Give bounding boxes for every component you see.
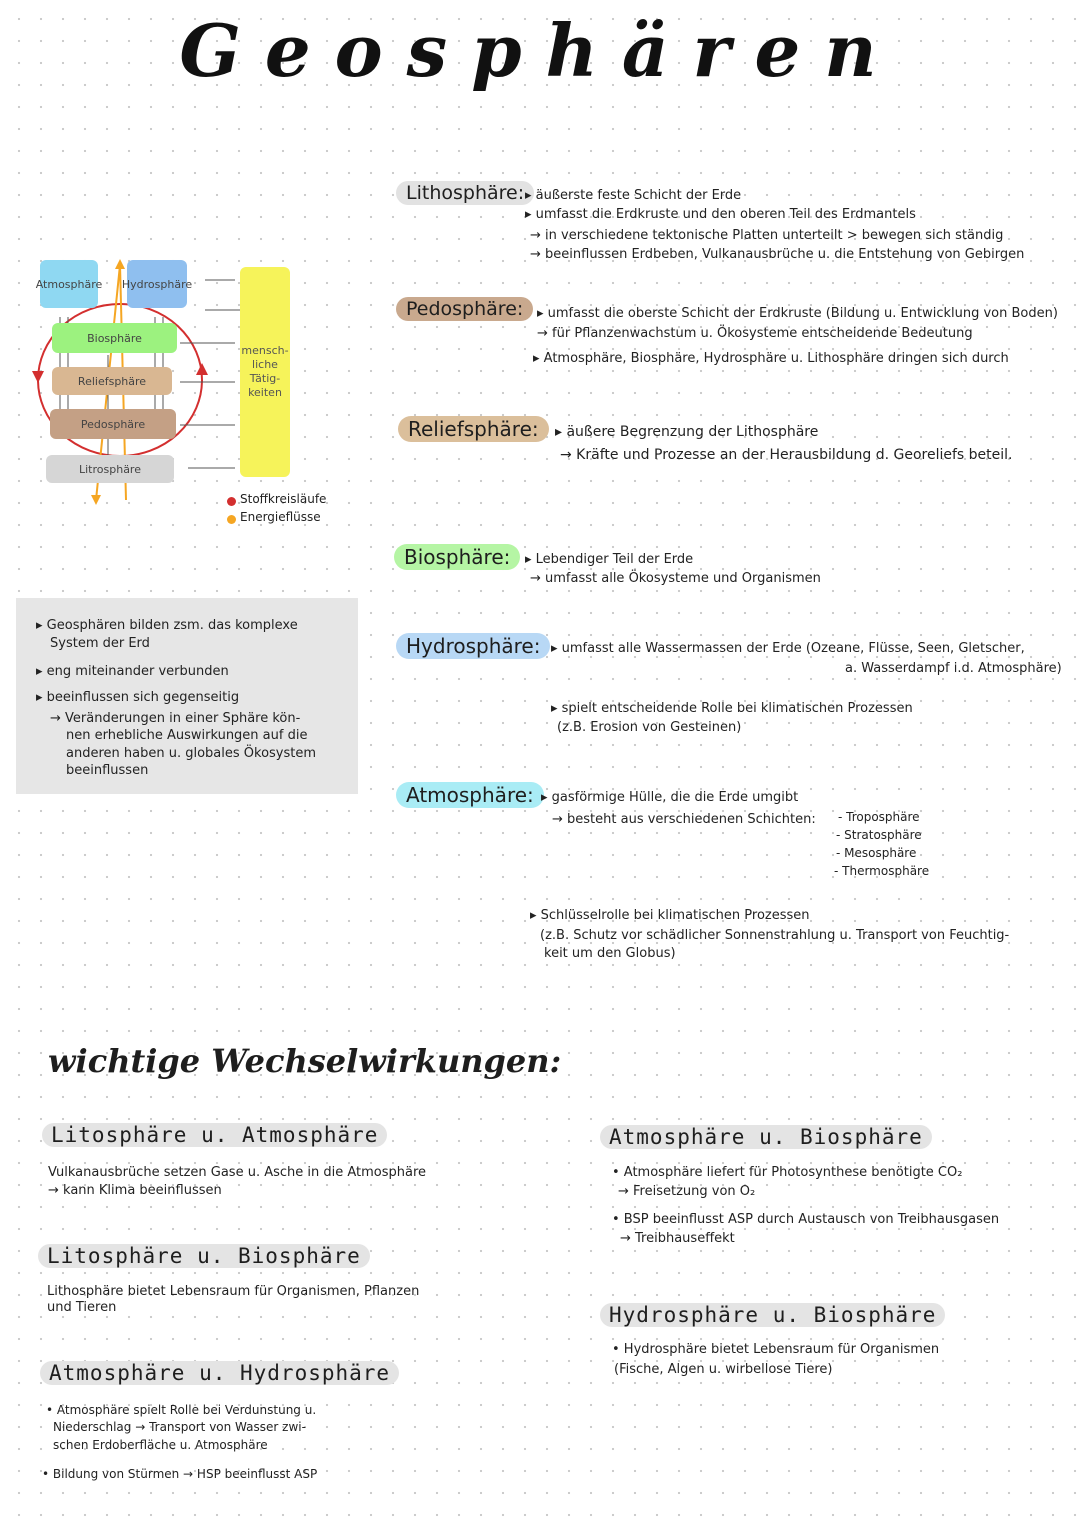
interaction-head-atmo-hydro: Atmosphäre u. Hydrosphäre [40, 1361, 399, 1385]
atmo-layer-3: - Mesosphäre [836, 846, 917, 860]
human-line-1: mensch- [241, 344, 289, 357]
summary-sub-2: nen erhebliche Auswirkungen auf die [66, 728, 308, 743]
hydro-line-3: ▸ spielt entscheidende Rolle bei klimatischen Prozessen [551, 701, 913, 716]
relief-line-1: ▸ äußere Begrenzung der Lithosphäre [555, 424, 819, 440]
sphere-label-reliefsphere: Reliefsphäre: [398, 416, 549, 442]
summary-2-line-1: eng miteinander verbunden [46, 664, 229, 679]
summary-1-line-1: Geosphären bilden zsm. das komplexe [46, 618, 298, 633]
sphere-label-pedosphere: Pedosphäre: [396, 297, 533, 321]
atmo-line-7: ▸ Schlüsselrolle bei klimatischen Prozessen [530, 908, 810, 923]
atmo-line-9: keit um den Globus) [544, 946, 676, 961]
page-title: Geosphären [179, 8, 901, 93]
atmo-line-2: → besteht aus verschiedenen Schichten: [552, 812, 816, 827]
summary-sub-4: beeinflussen [66, 763, 149, 778]
litho-line-1: ▸ äußerste feste Schicht der Erde [525, 188, 742, 203]
summary-sub-3: anderen haben u. globales Ökosystem [66, 746, 317, 761]
pedo-line-1: ▸ umfasst die oberste Schicht der Erdkruste (Bildung u. Entwicklung von Boden) [537, 306, 1058, 321]
interaction-head-hydro-bio: Hydrosphäre u. Biosphäre [600, 1303, 945, 1327]
atmo-line-1: ▸ gasförmige Hülle, die die Erde umgibt [541, 790, 799, 805]
legend-dot-stoffkreislaeufe [227, 497, 236, 506]
sphere-label-biosphere: Biosphäre: [394, 544, 520, 570]
interaction-head-litho-bio: Litosphäre u. Biosphäre [38, 1244, 370, 1268]
litho-line-4: → beeinflussen Erdbeben, Vulkanausbrüche u. die Entstehung von Gebirgen [530, 247, 1025, 262]
interaction-atmo-hydro-line-4: • Bildung von Stürmen → HSP beeinflusst ASP [42, 1467, 318, 1481]
interaction-atmo-hydro-line-2: Niederschlag → Transport von Wasser zwi- [53, 1420, 306, 1434]
summary-1-line-2: System der Erd [50, 636, 150, 651]
interaction-litho-bio-line-2: und Tieren [47, 1300, 117, 1315]
pedo-line-2: → für Pflanzenwachstum u. Ökosysteme entscheidende Bedeutung [537, 326, 973, 341]
atmo-layer-4: - Thermosphäre [834, 864, 930, 878]
interaction-atmo-hydro-line-3: schen Erdoberfläche u. Atmosphäre [53, 1438, 268, 1452]
human-line-2: liche [252, 358, 278, 371]
sphere-label-hydrosphere: Hydrosphäre: [396, 633, 550, 659]
diagram-reliefsphere: Reliefsphäre [52, 367, 172, 395]
summary-box [16, 598, 358, 794]
diagram-hydrosphere: Hydrosphäre [127, 260, 187, 308]
atmo-layer-2: - Stratosphäre [836, 828, 922, 842]
pedo-line-3: ▸ Atmosphäre, Biosphäre, Hydrosphäre u. Lithosphäre dringen sich durch [533, 351, 1009, 366]
hydro-line-2: a. Wasserdampf i.d. Atmosphäre) [845, 661, 1062, 676]
interaction-litho-atmo-line-1: Vulkanausbrüche setzen Gase u. Asche in die Atmosphäre [48, 1165, 427, 1180]
legend-stoffkreislaeufe: Stoffkreisläufe [240, 492, 327, 506]
summary-bullet-1: ▸ Geosphären bilden zsm. das komplexe [36, 618, 298, 633]
summary-sub-1: → Veränderungen in einer Sphäre kön- [50, 711, 301, 726]
human-line-3: Tätig- [249, 372, 281, 385]
interaction-litho-bio-line-1: Lithosphäre bietet Lebensraum für Organismen, Pflanzen [47, 1284, 420, 1299]
legend-dot-energiefluesse [227, 515, 236, 524]
bio-line-1: ▸ Lebendiger Teil der Erde [525, 552, 694, 567]
summary-bullet-2: ▸ eng miteinander verbunden [36, 664, 229, 679]
interaction-atmo-bio-line-2: → Freisetzung von O₂ [618, 1184, 756, 1199]
interactions-heading: wichtige Wechselwirkungen: [48, 1042, 562, 1080]
interaction-atmo-hydro-line-1: • Atmosphäre spielt Rolle bei Verdunstung u. [46, 1403, 317, 1417]
summary-bullet-3: ▸ beeinflussen sich gegenseitig [36, 690, 240, 705]
human-line-4: keiten [248, 386, 282, 399]
diagram-atmosphere: Atmosphäre [40, 260, 98, 308]
diagram-pedosphere: Pedosphäre [50, 409, 176, 439]
interaction-atmo-bio-line-3: • BSP beeinflusst ASP durch Austausch von Treibhausgasen [612, 1212, 1000, 1227]
sphere-label-atmosphere: Atmosphäre: [396, 782, 544, 808]
atmo-line-8: (z.B. Schutz vor schädlicher Sonnenstrahlung u. Transport von Feuchtig- [540, 928, 1010, 943]
sphere-label-lithosphere: Lithosphäre: [396, 181, 534, 205]
hydro-line-1: ▸ umfasst alle Wassermassen der Erde (Ozeane, Flüsse, Seen, Gletscher, [551, 641, 1025, 656]
geosphere-diagram [30, 255, 350, 535]
summary-3-line-1: beeinflussen sich gegenseitig [46, 690, 240, 705]
bio-line-2: → umfasst alle Ökosysteme und Organismen [530, 571, 821, 586]
interaction-hydro-bio-line-1: • Hydrosphäre bietet Lebensraum für Organismen [612, 1342, 940, 1357]
legend-energiefluesse: Energieflüsse [240, 510, 321, 524]
interaction-hydro-bio-line-2: (Fische, Algen u. wirbellose Tiere) [614, 1362, 833, 1377]
diagram-human-activity [240, 267, 290, 477]
diagram-lithosphere: Litrosphäre [46, 455, 174, 483]
interaction-atmo-bio-line-1: • Atmosphäre liefert für Photosynthese benötigte CO₂ [612, 1165, 963, 1180]
litho-line-2: ▸ umfasst die Erdkruste und den oberen Teil des Erdmantels [525, 207, 916, 222]
litho-line-3: → in verschiedene tektonische Platten unterteilt > bewegen sich ständig [530, 228, 1004, 243]
interaction-head-atmo-bio: Atmosphäre u. Biosphäre [600, 1125, 932, 1149]
diagram-biosphere: Biosphäre [52, 323, 177, 353]
interaction-head-litho-atmo: Litosphäre u. Atmosphäre [42, 1123, 387, 1147]
interaction-atmo-bio-line-4: → Treibhauseffekt [620, 1231, 735, 1246]
relief-line-2: → Kräfte und Prozesse an der Herausbildung d. Georeliefs beteil. [560, 447, 1013, 463]
interaction-litho-atmo-line-2: → kann Klima beeinflussen [48, 1183, 222, 1198]
atmo-layer-1: - Troposphäre [838, 810, 920, 824]
hydro-line-4: (z.B. Erosion von Gesteinen) [557, 720, 742, 735]
